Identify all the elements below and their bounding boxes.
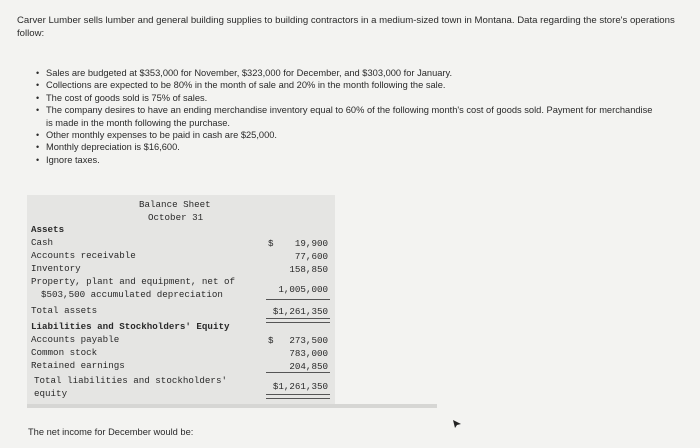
assumptions-list (36, 67, 656, 166)
total-assets-value: $1,261,350 (272, 306, 328, 317)
mouse-cursor-icon (452, 419, 462, 429)
cash-dollar-sign: $ (268, 238, 274, 249)
total-assets-double-rule (266, 318, 330, 323)
ar-label: Accounts receivable (31, 250, 136, 261)
cash-label: Cash (31, 237, 54, 248)
balance-sheet-date: October 31 (148, 212, 204, 223)
list-item: • Collections are expected to be 80% in the month of sale and 20% in the month following the sale. (36, 79, 656, 91)
inventory-value: 158,850 (289, 264, 328, 275)
ppe-label: Property, plant and equipment, net of (31, 276, 235, 287)
total-le-label-continued: equity (34, 388, 68, 399)
ppe-value: 1,005,000 (278, 284, 328, 295)
subtotal-rule (266, 372, 330, 373)
common-stock-value: 783,000 (289, 348, 328, 359)
list-item: • Ignore taxes. (36, 154, 656, 166)
common-stock-label: Common stock (31, 347, 98, 358)
retained-earnings-label: Retained earnings (31, 360, 125, 371)
total-assets-label: Total assets (31, 305, 98, 316)
problem-intro: Carver Lumber sells lumber and general building supplies to building contractors in a medium-sized town in Montana. Data regarding the store's operations follow: (17, 15, 675, 39)
total-le-double-rule (266, 394, 330, 399)
ar-value: 77,600 (294, 251, 328, 262)
liabilities-heading: Liabilities and Stockholders' Equity (31, 321, 230, 332)
total-le-value: $1,261,350 (272, 381, 328, 392)
question-text: The net income for December would be: (28, 427, 194, 437)
balance-sheet-title: Balance Sheet (139, 199, 211, 210)
list-item: • Monthly depreciation is $16,600. (36, 141, 656, 153)
ap-dollar-sign: $ (268, 335, 274, 346)
subtotal-rule (266, 299, 330, 300)
ppe-label-continued: $503,500 accumulated depreciation (41, 289, 223, 300)
list-item: • Other monthly expenses to be paid in cash are $25,000. (36, 129, 656, 141)
list-item: • Sales are budgeted at $353,000 for November, $323,000 for December, and $303,000 for January. (36, 67, 656, 79)
list-item: • The cost of goods sold is 75% of sales. (36, 92, 656, 104)
ap-label: Accounts payable (31, 334, 120, 345)
inventory-label: Inventory (31, 263, 81, 274)
cash-value: 19,900 (294, 238, 328, 249)
ap-value: 273,500 (289, 335, 328, 346)
retained-earnings-value: 204,850 (289, 361, 328, 372)
total-le-label: Total liabilities and stockholders' (34, 375, 227, 386)
balance-sheet-divider (27, 404, 437, 408)
list-item: • The company desires to have an ending merchandise inventory equal to 60% of the following month's cost of goods sold. Payment for merchandise is made in the month following the purchase. (36, 104, 656, 129)
assets-heading: Assets (31, 224, 65, 235)
